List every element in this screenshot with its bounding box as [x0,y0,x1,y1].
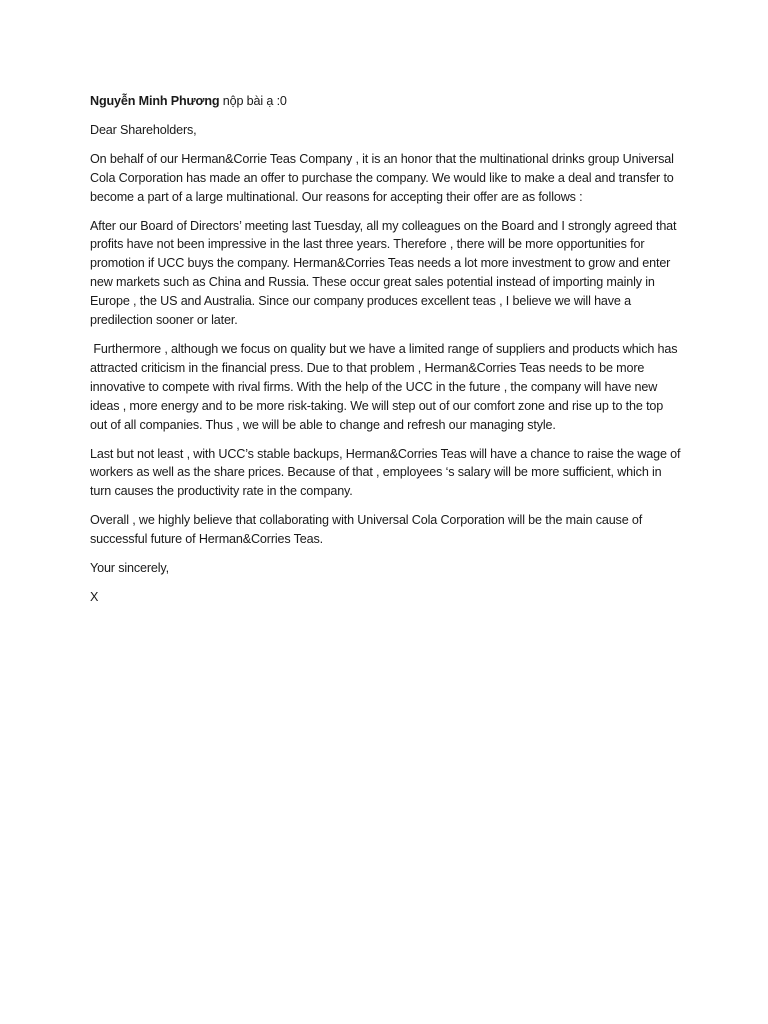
paragraph-4: Last but not least , with UCC’s stable backups, Herman&Corries Teas will have a chance to raise the wage of workers as well as the share prices. Because of that , employees ‘s salary will be more sufficient, which in turn causes the productivity rate in the company. [90,446,681,499]
salutation: Dear Shareholders, [90,122,197,137]
paragraph-2: After our Board of Directors’ meeting last Tuesday, all my colleagues on the Board and I strongly agreed that profits have not been impressive in the last three years. Therefore , there will be more opportunities for promotion if UCC buys the company. Herman&Corries Teas needs a lot more investment to grow and enter new markets such as China and Russia. These occur great sales potential instead of importing mainly in Europe , the US and Australia. Since our company produces excellent teas , I believe we will have a predilection sooner or later. [90,218,677,328]
paragraph-3: Furthermore , although we focus on quality but we have a limited range of suppliers and products which has attracted criticism in the financial press. Due to that problem , Herman&Corries Teas needs to be more innovative to compete with rival firms. With the help of the UCC in the future , the company will have new ideas , more energy and to be more risk-taking. We will step out of our comfort zone and rise up to the top out of all companies. Thus , we will be able to change and refresh our managing style. [90,341,681,432]
closing: Your sincerely, [90,561,169,576]
letter-body [90,92,682,617]
paragraph-5: Overall , we highly believe that collaborating with Universal Cola Corporation will be the main cause of successful future of Herman&Corries Teas. [90,513,643,547]
signature: X [90,589,99,604]
author-name: Nguyễn Minh Phương [90,94,220,108]
author-note: nộp bài ạ :0 [219,94,287,108]
paragraph-1: On behalf of our Herman&Corrie Teas Company , it is an honor that the multinational drinks group Universal Cola Corporation has made an offer to purchase the company. We would like to make a deal and transfer to become a part of a large multinational. Our reasons for accepting their offer are as follows : [90,151,674,204]
author-line [90,92,682,111]
